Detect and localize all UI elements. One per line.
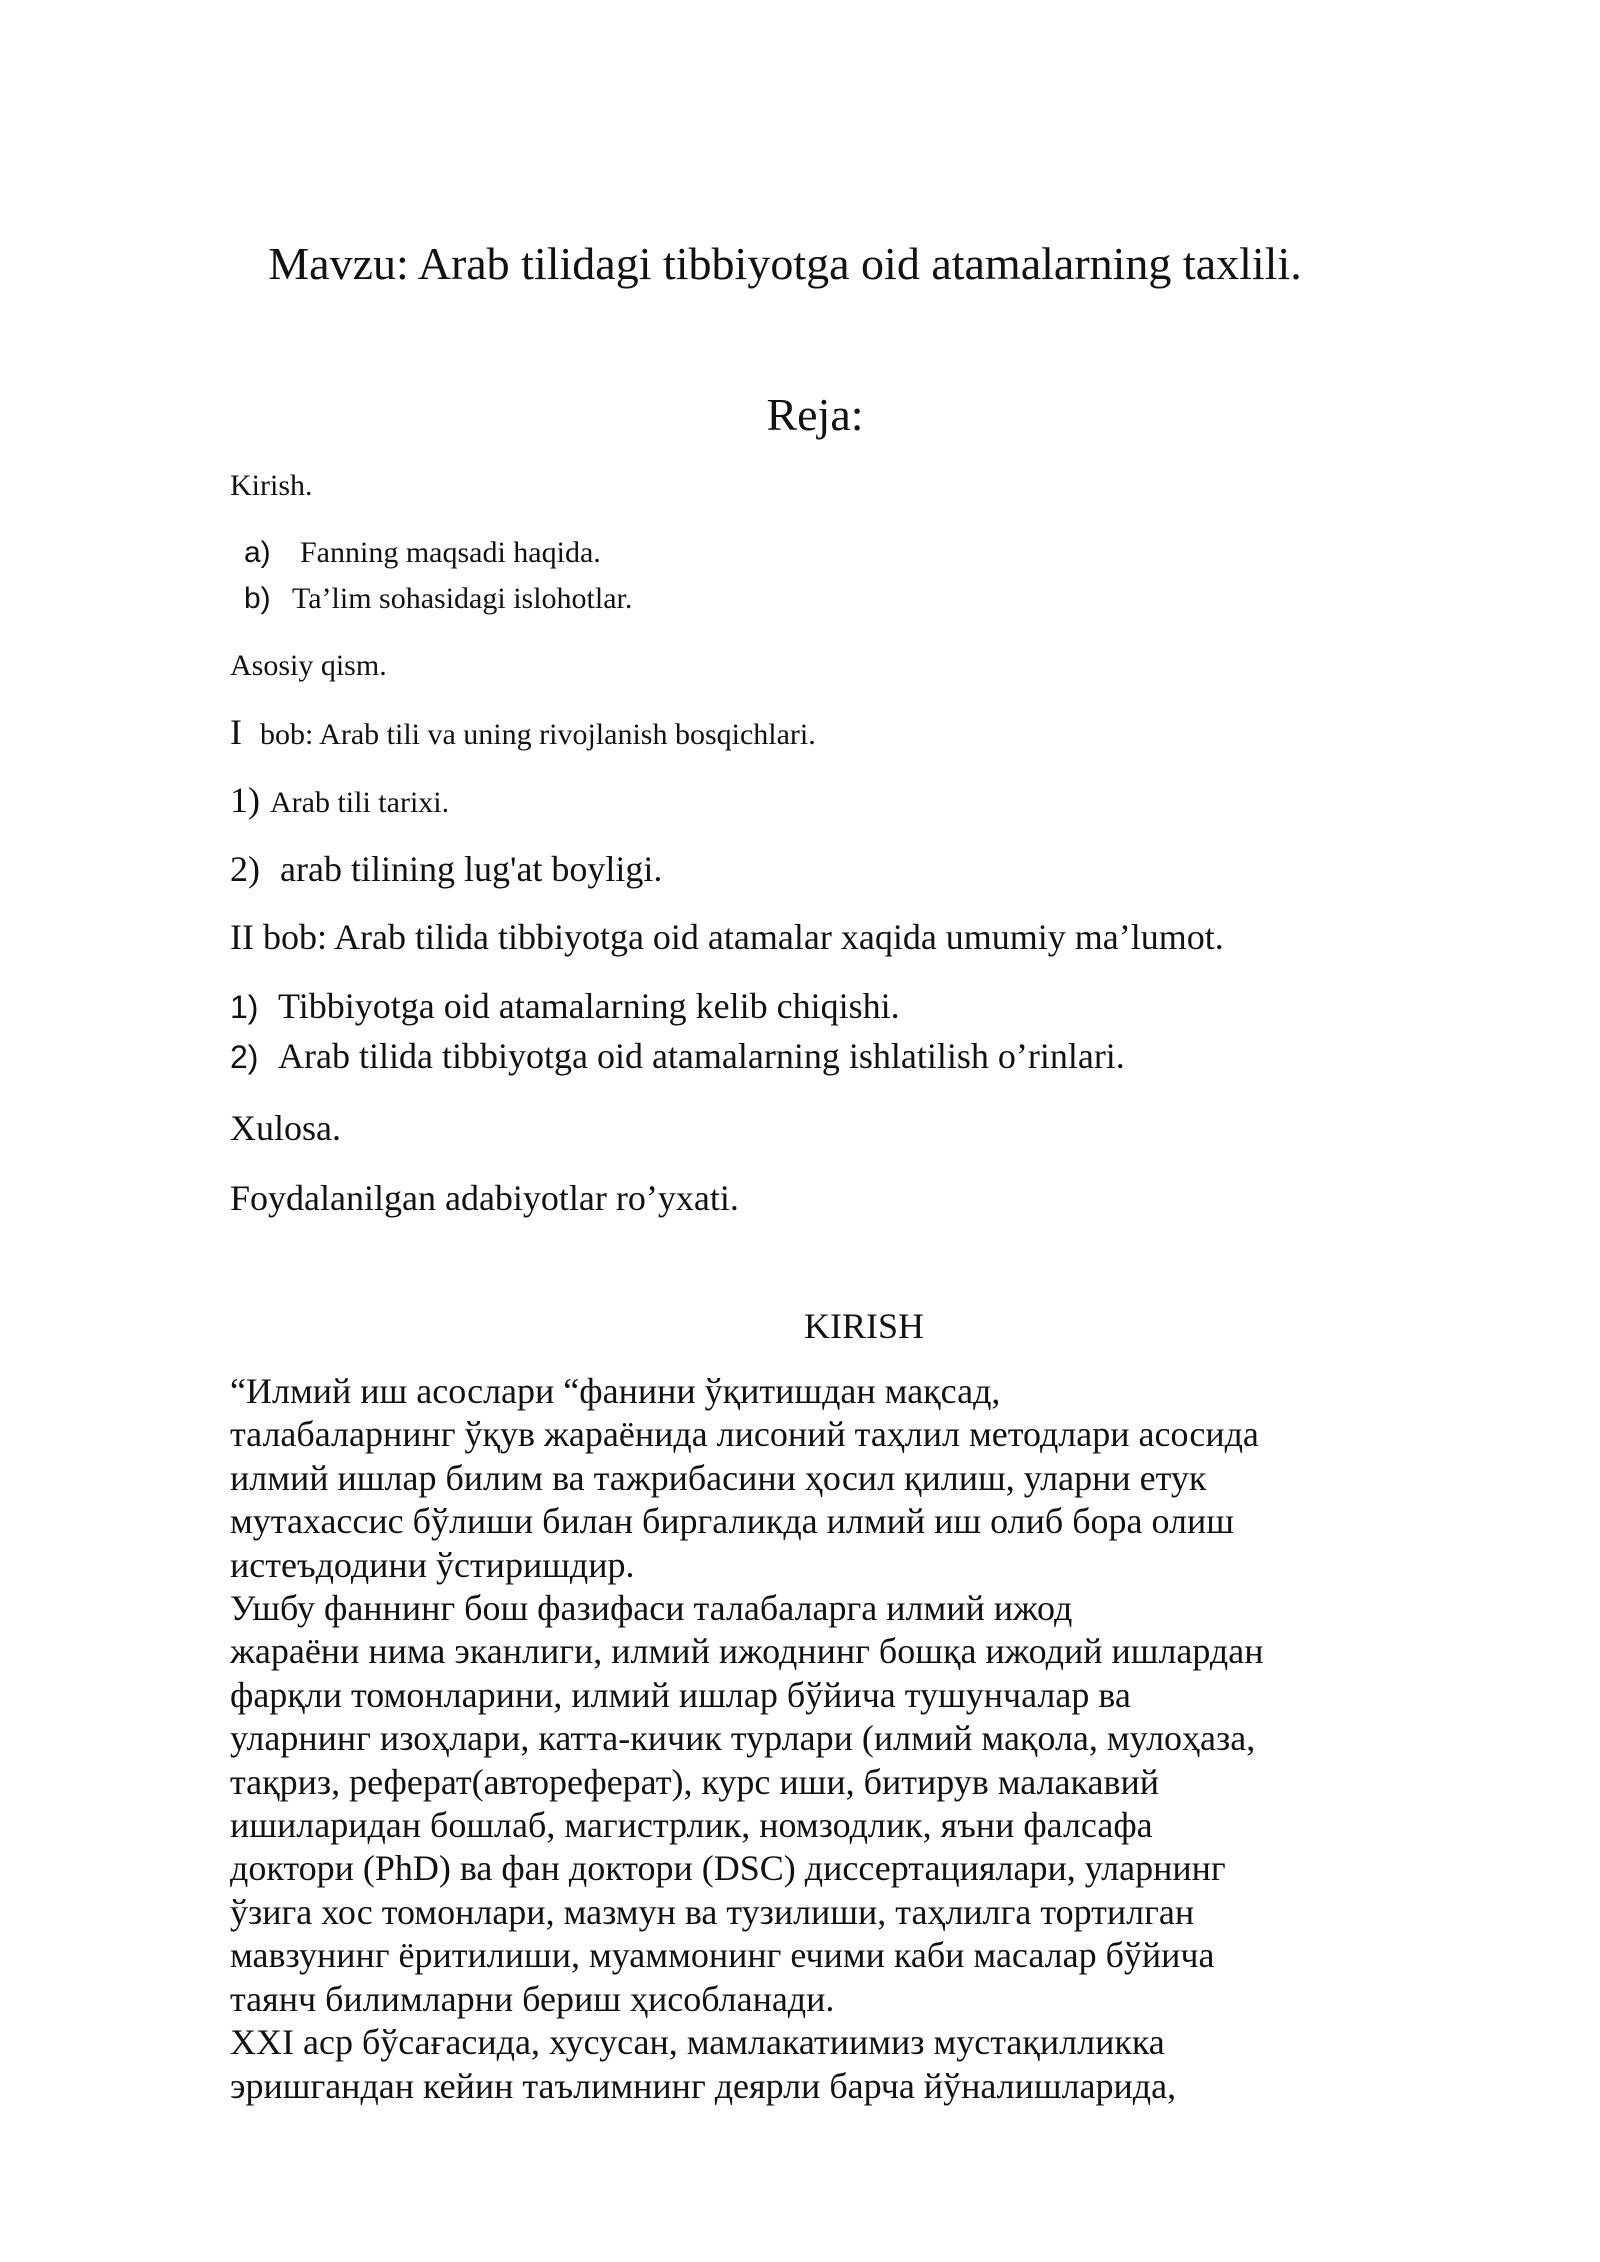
plan-chapter-1-item-1: [230, 781, 449, 822]
list-item-text: Arab tilida tibbiyotga oid atamalarning ishlatilish o’rinlari.: [278, 1036, 1125, 1076]
body-line: мавзунинг ёритилиши, муаммонинг ечими каби масалар бўйича: [230, 1935, 1215, 1976]
plan-chapter-2: II bob: Arab tilida tibbiyotga oid atamalar xaqida umumiy ma’lumot.: [230, 917, 1224, 957]
plan-intro-item-a: [244, 534, 601, 572]
body-line: доктори (PhD) ва фан доктори (DSC) диссертациялари, уларнинг: [230, 1848, 1226, 1889]
list-marker: 2): [230, 849, 260, 889]
plan-intro: Kirish.: [230, 469, 313, 502]
body-line: уларнинг изоҳлари, катта-кичик турлари (илмий мақола, мулоҳаза,: [230, 1718, 1256, 1759]
plan-conclusion: Xulosa.: [230, 1108, 341, 1148]
list-item-text: Ta’lim sohasidagi islohotlar.: [292, 582, 633, 615]
body-line: таянч билимларни бериш ҳисобланади.: [230, 1978, 835, 2019]
body-line: Ушбу фаннинг бош фазифаси талабаларга илмий ижод: [230, 1588, 1073, 1629]
body-line: XXI аср бўсағасида, хусусан, мамлакатиимиз мустақилликка: [230, 2022, 1165, 2063]
body-line: истеъдодини ўстиришдир.: [230, 1544, 635, 1585]
list-item-text: arab tilining lug'at boyligi.: [280, 849, 663, 889]
body-line: мутахассис бўлиши билан биргаликда илмий иш олиб бора олиш: [230, 1501, 1234, 1542]
body-line: ишиларидан бошлаб, магистрлик, номзодлик, яъни фалсафа: [230, 1805, 1153, 1846]
chapter-title: bob: Arab tili va uning rivojlanish bosqichlari.: [260, 718, 816, 751]
plan-main-part: Asosiy qism.: [230, 649, 387, 682]
plan-chapter-1: [230, 713, 816, 754]
body-line: ўзига хос томонлари, мазмун ва тузилиши, таҳлилга тортилган: [230, 1891, 1195, 1932]
chapter-marker: I: [230, 712, 242, 752]
list-item-text: Arab tili tarixi.: [270, 786, 450, 819]
document-title: Mavzu: Arab tilidagi tibbiyotga oid atamalarning taxlili.: [268, 238, 1302, 289]
plan-chapter-2-item-2: [230, 1034, 1125, 1079]
list-marker: 1): [230, 989, 259, 1025]
plan-references: Foydalanilgan adabiyotlar ro’yxati.: [230, 1178, 739, 1218]
plan-chapter-1-item-2: [230, 847, 662, 891]
body-line: талабаларнинг ўқув жараёнида лисоний таҳлил методлари асосида: [230, 1414, 1259, 1455]
body-line: илмий ишлар билим ва тажрибасини ҳосил қилиш, уларни етук: [230, 1457, 1207, 1498]
body-line: тақриз, реферат(автореферат), курс иши, битирув малакавий: [230, 1761, 1159, 1802]
plan-heading: Reja:: [766, 389, 864, 440]
body-line: “Илмий иш асослари “фанини ўқитишдан мақсад,: [230, 1371, 1001, 1411]
plan-intro-item-b: [244, 580, 632, 618]
section-heading-kirish: KIRISH: [803, 1306, 924, 1346]
list-marker: 2): [230, 1039, 259, 1075]
plan-chapter-2-item-1: [230, 984, 900, 1029]
introduction-body: [230, 1370, 1370, 2108]
body-line: эришгандан кейин таълимнинг деярли барча йўналишларида,: [230, 2065, 1177, 2106]
list-marker: b): [244, 582, 271, 615]
list-marker: 1): [230, 780, 260, 820]
list-item-text: Tibbiyotga oid atamalarning kelib chiqishi.: [278, 986, 900, 1026]
body-line: жараёни нима эканлиги, илмий ижоднинг бошқа ижодий ишлардан: [230, 1631, 1264, 1672]
list-item-text: Fanning maqsadi haqida.: [300, 536, 601, 569]
list-marker: a): [244, 536, 271, 569]
body-line: фарқли томонларини, илмий ишлар бўйича тушунчалар ва: [230, 1674, 1131, 1715]
